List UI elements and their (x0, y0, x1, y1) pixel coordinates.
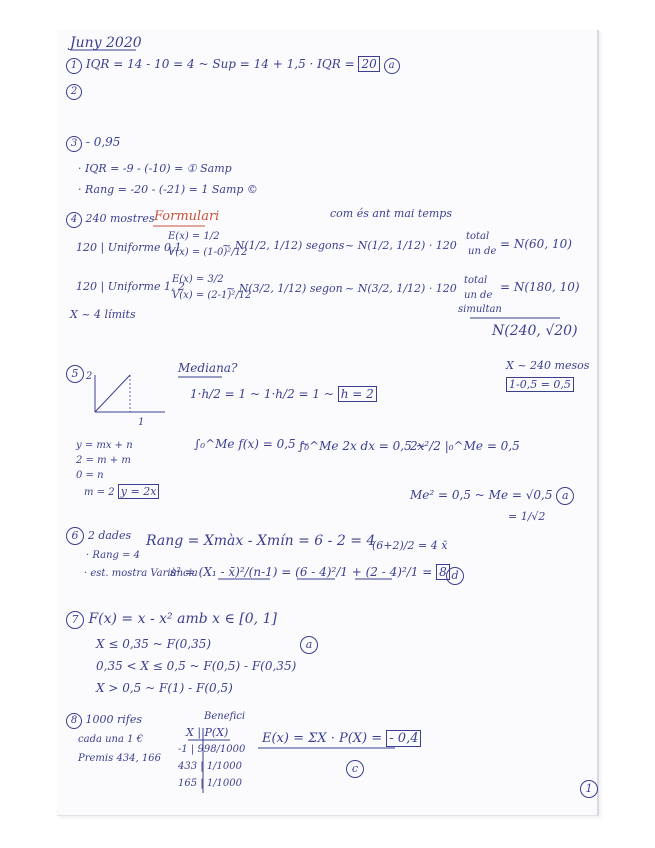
q8-table-head: X | P(X) (186, 726, 229, 739)
q5-me-sq: Me² = 0,5 ~ Me = √0,5 (410, 488, 553, 502)
q5-axis-2: 2 (86, 371, 93, 382)
q5-integral2: ∫₀^Me 2x dx = 0,5 ~ (298, 439, 426, 453)
q4-row2-vx: V(x) = (2-1)²/12 (172, 290, 252, 301)
q5-mediana: Mediana? (178, 361, 238, 375)
q4-row2-lead: 120 | Uniforme 1, 2 (76, 280, 185, 293)
q7-answer: a (300, 636, 318, 654)
q6-s2-result: 8 (436, 564, 450, 580)
q4-row1-lead: 120 | Uniforme 0,1 (76, 241, 182, 254)
q4-row1-mid: ~ N(1/2, 1/12) segons (222, 239, 345, 252)
q8-answer-row (346, 760, 364, 778)
q6-var-label: · est. mostra Variància (84, 568, 198, 579)
q5-number: 5 (66, 365, 84, 383)
q5-side2-row (506, 379, 574, 390)
q7-answer-row (300, 636, 318, 654)
q6-rang-label: · Rang = 4 (86, 550, 141, 561)
q6-number: 6 (66, 527, 84, 545)
q6-intro-row (66, 527, 131, 545)
q8-intro: 1000 rifes (85, 713, 142, 726)
q4-row1-right: ~ N(1/2, 1/12) · 120 (345, 239, 457, 252)
q6-mean: (6+2)/2 = 4 x̄ (372, 539, 448, 552)
q8-ex: E(x) = ΣX · P(X) = (262, 731, 383, 746)
q5-lin3: 0 = n (76, 470, 104, 481)
q8-number: 8 (66, 713, 82, 729)
q4-row1-result: = N(60, 10) (500, 237, 572, 251)
q4-row1-unit: un de (468, 246, 497, 257)
q1-result: 20 (358, 56, 379, 72)
q6-answer: d (446, 567, 464, 585)
q5-h-result: h = 2 (338, 386, 377, 402)
q8-benefici: Benefici (204, 711, 246, 722)
q4-intro-row (66, 212, 155, 228)
q6-s2-row (170, 566, 450, 578)
q8-ex-result: - 0,4 (386, 730, 421, 747)
q6-intro: 2 dades (87, 529, 132, 542)
q5-integral1: ∫₀^Me f(x) = 0,5 ~ (194, 437, 310, 451)
q1-row (66, 58, 400, 74)
q4-row1-total: total (466, 231, 490, 242)
q4-row2-result: = N(180, 10) (500, 280, 580, 294)
q2-row (66, 84, 82, 100)
q4-row2-unit: un de (464, 290, 493, 301)
page-number: 1 (580, 780, 598, 798)
q5-lin2: 2 = m + m (76, 455, 131, 466)
q5-answer: a (556, 487, 574, 505)
q4-note: com és ant mai temps (330, 207, 452, 220)
q5-lin4-row (84, 486, 159, 498)
q2-number: 2 (66, 84, 82, 100)
q8-intro-row (66, 713, 142, 729)
q6-rang-formula: Rang = Xmàx - Xmín = 6 - 2 = 4 (146, 533, 376, 549)
q7-fx-row (66, 611, 277, 629)
q8-table-row-3: 165 | 1/1000 (178, 778, 242, 789)
q5-area-row (190, 388, 377, 400)
q1-formula: IQR = 14 - 10 = 4 ~ Sup = 14 + 1,5 · IQR = (85, 57, 355, 71)
page-number-row (580, 780, 598, 798)
q8-line2: cada una 1 € (78, 734, 144, 745)
q3-number: 3 (66, 136, 82, 152)
q4-limit: X ~ 4 límits (70, 308, 136, 321)
q5-lin4: m = 2 (84, 487, 115, 498)
page-title: Juny 2020 (70, 35, 142, 51)
q8-answer: c (346, 760, 364, 778)
q3-rang: · Rang = -20 - (-21) = 1 Samp © (78, 183, 258, 196)
q4-row2-right: ~ N(3/2, 1/12) · 120 (345, 282, 457, 295)
q4-row1-vx: V(x) = (1-0)²/12 (168, 247, 248, 258)
q5-side1: X ~ 240 mesos (506, 359, 590, 372)
q1-number: 1 (66, 58, 82, 74)
q3-row (66, 136, 120, 152)
q4-row1-ex: E(x) = 1/2 (168, 231, 220, 242)
q7-line3: X > 0,5 ~ F(1) - F(0,5) (96, 681, 233, 695)
q3-iqr: · IQR = -9 - (-10) = ① Samp (78, 162, 232, 175)
q3-value: - 0,95 (85, 135, 121, 149)
q8-prizes: 434, 166 (116, 753, 161, 764)
q4-row2-ex: E(x) = 3/2 (172, 274, 224, 285)
q8-line3: Premis (78, 753, 114, 764)
q4-final: N(240, √20) (492, 323, 578, 339)
q8-ex-row (262, 732, 421, 745)
q5-lin-result: y = 2x (118, 484, 160, 499)
q5-side2: 1-0,5 = 0,5 (506, 377, 574, 392)
q7-line2: 0,35 < X ≤ 0,5 ~ F(0,5) - F(0,35) (96, 659, 297, 673)
q4-number: 4 (66, 212, 82, 228)
q8-table-row-1: -1 | 998/1000 (178, 744, 246, 755)
q5-me-val: = 1/√2 (508, 510, 546, 523)
q4-row2-sim: simultan (458, 304, 502, 315)
q5-lin1: y = mx + n (76, 440, 133, 451)
q7-line1: X ≤ 0,35 ~ F(0,35) (96, 637, 212, 651)
q5-number-row (66, 365, 84, 383)
q8-line3-row (78, 754, 161, 764)
q4-row2-total: total (464, 275, 488, 286)
q1-answer: a (384, 58, 400, 74)
q8-table-row-2: 433 | 1/1000 (178, 761, 242, 772)
q6-s2: s² = (X₁ - x̄)²/(n-1) = (6 - 4)²/1 + (2 - 4)²/1 = (170, 565, 433, 579)
q4-row2-mid: ~ N(3/2, 1/12) segon (226, 282, 343, 295)
q5-me-row (410, 487, 574, 505)
graph-density-line (95, 375, 130, 412)
q4-intro: 240 mostres (85, 212, 155, 225)
q4-formulari: Formulari (154, 209, 220, 224)
q7-number: 7 (66, 611, 84, 629)
q5-area-eq: 1·h/2 = 1 ~ 1·h/2 = 1 ~ (190, 387, 334, 401)
q6-answer-row (446, 567, 464, 585)
q5-axis-1: 1 (138, 417, 145, 428)
q5-frac-result: 2x²/2 |₀^Me = 0,5 (410, 439, 520, 453)
q7-fx: F(x) = x - x² amb x ∈ [0, 1] (88, 611, 277, 627)
